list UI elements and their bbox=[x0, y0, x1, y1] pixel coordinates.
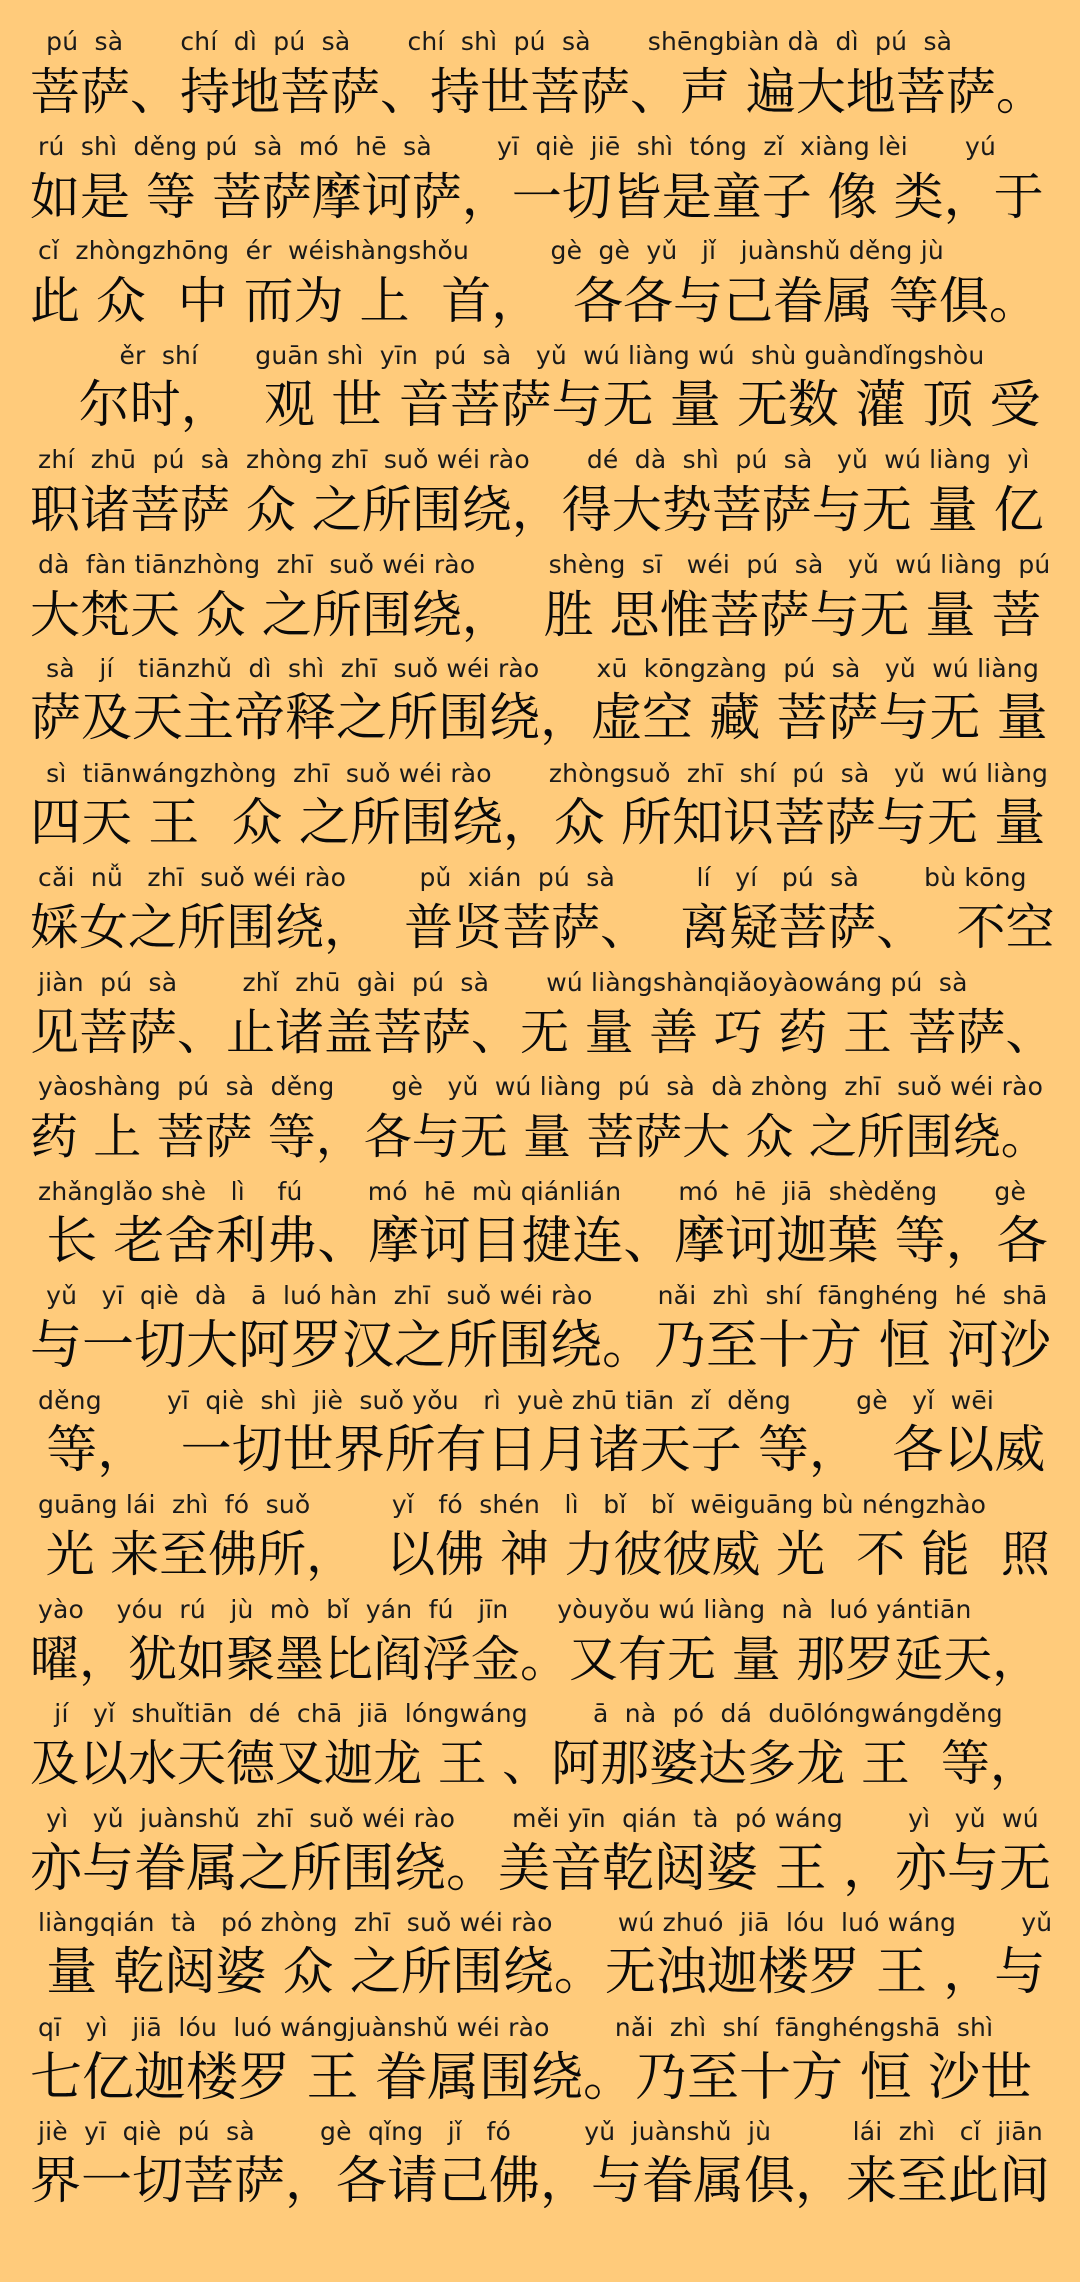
text-line bbox=[30, 756, 1060, 861]
hanzi-row: 曜，犹如聚墨比阎浮金。又有无 量 那罗延天， bbox=[30, 1630, 1042, 1688]
pinyin-row: sà jí tiānzhǔ dì shì zhī suǒ wéi rào xū kōngzàng pú sà yǔ wú liàng bbox=[38, 654, 1040, 683]
pinyin-row: yì yǔ juànshǔ zhī suǒ wéi rào měi yīn qián tà pó wáng yì yǔ wú bbox=[38, 1803, 1039, 1833]
hanzi-row: 尔时， 观 世 音菩萨与无 量 无数 灌 顶 受 bbox=[30, 375, 1041, 435]
hanzi-row: 长 老舍利弗、摩诃目揵连、摩诃迦葉 等，各 bbox=[30, 1211, 1048, 1271]
text-line bbox=[30, 129, 1060, 234]
pinyin-row: jí yǐ shuǐtiān dé chā jiā lóngwáng ā nà pó dá duōlóngwángděng bbox=[38, 1699, 1003, 1728]
pinyin-row: zhí zhū pú sà zhòng zhī suǒ wéi rào dé dà shì pú sà yǔ wú liàng yì bbox=[38, 445, 1030, 474]
hanzi-row: 亦与眷属之所围绕。美音乾闼婆 王 ，亦与无 bbox=[30, 1838, 1052, 1899]
pinyin-row: yào yóu rú jù mò bǐ yán fú jīn yòuyǒu wú liàng nà luó yántiān bbox=[38, 1594, 972, 1624]
pinyin-row: sì tiānwángzhòng zhī suǒ wéi rào zhòngsuǒ zhī shí pú sà yǔ wú liàng bbox=[38, 758, 1049, 788]
hanzi-row: 见菩萨、止诸盖菩萨、无 量 善 巧 药 王 菩萨、 bbox=[30, 1003, 1055, 1061]
text-line bbox=[30, 1174, 1060, 1279]
hanzi-row: 等， 一切世界所有日月诸天子 等， 各以威 bbox=[30, 1420, 1046, 1480]
text-line bbox=[30, 965, 1060, 1070]
hanzi-row: 大梵天 众 之所围绕， 胜 思惟菩萨与无 量 菩 bbox=[30, 585, 1042, 644]
pinyin-row: liàngqián tà pó zhòng zhī suǒ wéi rào wú zhuó jiā lóu luó wáng yǔ bbox=[38, 1908, 1053, 1937]
pinyin-row: yǔ yī qiè dà ā luó hàn zhī suǒ wéi rào nǎi zhì shí fānghéng hé shā bbox=[38, 1281, 1048, 1310]
pinyin-row: cǎi nǚ zhī suǒ wéi rào pǔ xián pú sà lí yí pú sà bù kōng bbox=[38, 863, 1027, 892]
hanzi-row: 及以水天德叉迦龙 王 、阿那婆达多龙 王 等， bbox=[30, 1735, 1039, 1792]
hanzi-row: 菩萨、持地菩萨、持世菩萨、声 遍大地菩萨。 bbox=[30, 63, 1046, 121]
pinyin-row: jiè yī qiè pú sà gè qǐng jǐ fó yǔ juànshǔ jù lái zhì cǐ jiān bbox=[38, 2117, 1043, 2146]
text-line bbox=[30, 651, 1060, 756]
pinyin-row: guāng lái zhì fó suǒ yǐ fó shén lì bǐ bǐ wēiguāng bù néngzhào bbox=[38, 1490, 987, 1519]
hanzi-row: 如是 等 菩萨摩诃萨，一切皆是童子 像 类，于 bbox=[30, 167, 1044, 226]
hanzi-row: 萨及天主帝释之所围绕，虚空 藏 菩萨与无 量 bbox=[30, 689, 1048, 748]
text-line bbox=[30, 24, 1060, 129]
text-line bbox=[30, 1278, 1060, 1383]
pinyin-row: cǐ zhòngzhōng ér wéishàngshǒu gè gè yǔ jǐ juànshǔ děng jù bbox=[38, 236, 944, 265]
text-line bbox=[30, 547, 1060, 652]
hanzi-row: 界一切菩萨，各请己佛，与眷属俱，来至此间 bbox=[30, 2152, 1051, 2211]
text-line bbox=[30, 1592, 1060, 1697]
text-line bbox=[30, 1905, 1060, 2010]
hanzi-row: 此 众 中 而为 上 首， 各各与己眷属 等俱。 bbox=[30, 272, 1039, 330]
text-line bbox=[30, 1801, 1060, 1906]
text-line bbox=[30, 233, 1060, 338]
pinyin-row: zhǎnglǎo shè lì fú mó hē mù qiánlián mó hē jiā shèděng gè bbox=[38, 1176, 1027, 1206]
hanzi-row: 七亿迦楼罗 王 眷属围绕。乃至十方 恒 沙世 bbox=[30, 2047, 1033, 2108]
text-line bbox=[30, 442, 1060, 547]
text-line bbox=[30, 1383, 1060, 1488]
pinyin-row: ěr shí guān shì yīn pú sà yǔ wú liàng wú shù guàndǐngshòu bbox=[38, 340, 985, 370]
text-line bbox=[30, 860, 1060, 965]
pinyin-row: pú sà chí dì pú sà chí shì pú sà shēngbiàn dà dì pú sà bbox=[38, 27, 953, 56]
hanzi-row: 量 乾闼婆 众 之所围绕。无浊迦楼罗 王 ，与 bbox=[30, 1943, 1046, 2002]
hanzi-row: 与一切大阿罗汉之所围绕。乃至十方 恒 河沙 bbox=[30, 1316, 1052, 1376]
hanzi-row: 婇女之所围绕， 普贤菩萨、 离疑菩萨、 不空 bbox=[30, 899, 1055, 956]
pinyin-row: děng yī qiè shì jiè suǒ yǒu rì yuè zhū tiān zǐ děng gè yǐ wēi bbox=[38, 1385, 995, 1415]
pinyin-row: dà fàn tiānzhòng zhī suǒ wéi rào shèng sī wéi pú sà yǔ wú liàng pú bbox=[38, 549, 1051, 579]
text-line bbox=[30, 1696, 1060, 1801]
text-line bbox=[30, 1069, 1060, 1174]
pinyin-row: qī yì jiā lóu luó wángjuànshǔ wéi rào nǎi zhì shí fānghéngshā shì bbox=[38, 2012, 994, 2042]
hanzi-row: 职诸菩萨 众 之所围绕，得大势菩萨与无 量 亿 bbox=[30, 481, 1044, 539]
text-line bbox=[30, 1487, 1060, 1592]
text-line bbox=[30, 2010, 1060, 2115]
text-line bbox=[30, 338, 1060, 443]
pinyin-row: rú shì děng pú sà mó hē sà yī qiè jiē shì tóng zǐ xiàng lèi yú bbox=[38, 131, 996, 161]
pinyin-row: jiàn pú sà zhǐ zhū gài pú sà wú liàngshànqiǎoyàowáng pú sà bbox=[38, 967, 968, 997]
hanzi-row: 光 来至佛所， 以佛 神 力彼彼威 光 不 能 照 bbox=[30, 1526, 1050, 1583]
text-line bbox=[30, 2114, 1060, 2219]
hanzi-row: 药 上 菩萨 等，各与无 量 菩萨大 众 之所围绕。 bbox=[30, 1109, 1049, 1165]
hanzi-row: 四天 王 众 之所围绕，众 所知识菩萨与无 量 bbox=[30, 793, 1046, 853]
pinyin-row: yàoshàng pú sà děng gè yǔ wú liàng pú sà dà zhòng zhī suǒ wéi rào bbox=[38, 1072, 1044, 1101]
